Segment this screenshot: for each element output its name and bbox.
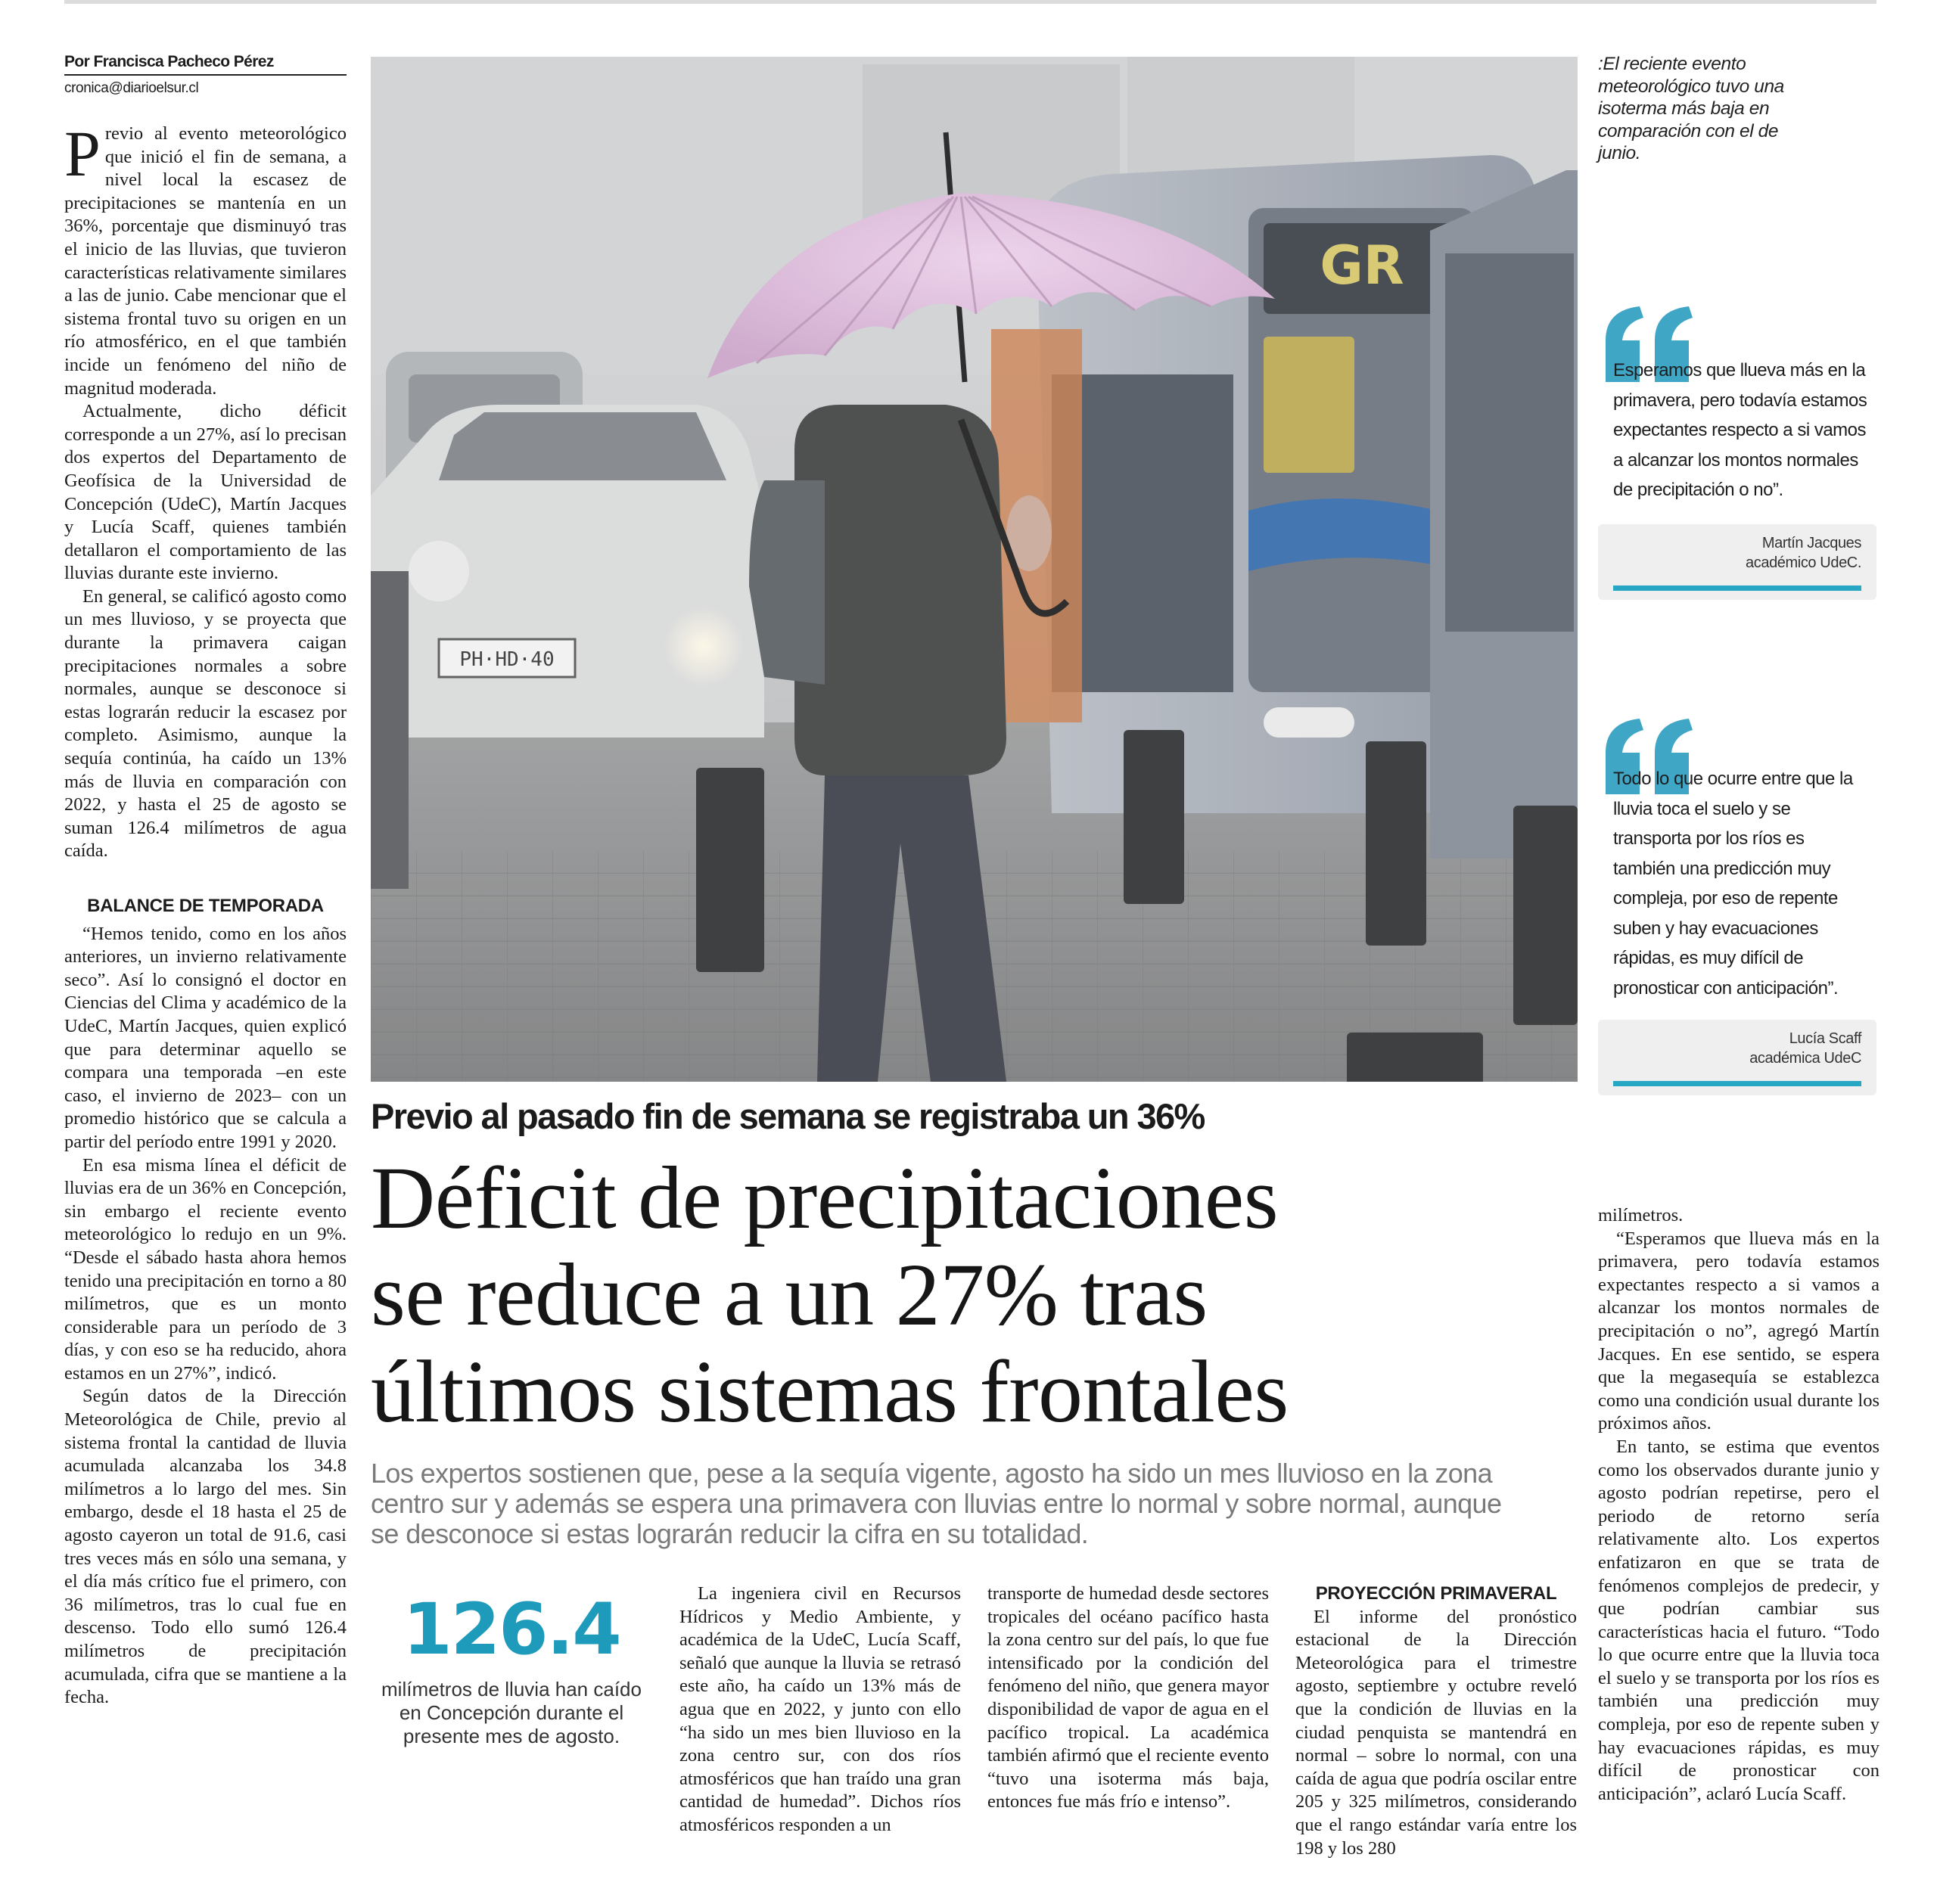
bus-sign: GR <box>1320 235 1404 297</box>
article-column-4 <box>987 1583 1269 1814</box>
quote-author: Lucía Scaff <box>1789 1030 1861 1047</box>
quote-attribution <box>1598 1020 1876 1095</box>
drop-cap: P <box>64 117 101 190</box>
headline-line: se reduce a un 27% tras <box>371 1245 1208 1344</box>
quote-author: Martín Jacques <box>1761 535 1861 551</box>
paragraph: En general, se calificó agosto como un mes lluvioso, y se proyecta que durante la primavera caigan precipitaciones normales a sobre normales, aunque se desconoce si estas lograrán reducir la escasez por completo. Asimismo, aunque la sequía continúa, ha caído un 13% más de lluvia en comparación con 2022, y hasta el 25 de agosto se suman 126.4 milímetros de agua caída. <box>64 585 347 862</box>
attribution-bar <box>1613 585 1861 591</box>
byline-email[interactable]: cronica@diarioelsur.cl <box>64 80 199 96</box>
stat-value: 126.4 <box>403 1589 620 1671</box>
paragraph: En tanto, se estima que eventos como los observados durante junio y agosto podrían repetirse, pero el periodo de retorno sería relativamente alto. Los expertos enfatizaron en que se trata de fenómenos complejos de predecir, y que podrían cambiar sus características hacia el futuro. “Todo lo que ocurre entre que la lluvia toca el suelo y se transporta por los ríos es también una predicción muy compleja, por eso de repente suben y hay evacuaciones rápidas, es muy difícil de pronosticar con anticipación”, aclaró Lucía Scaff. <box>1598 1436 1879 1804</box>
quote-author-role: académico UdeC. <box>1746 554 1861 571</box>
paragraph: En esa misma línea el déficit de lluvias era de un 36% en Concepción, sin embargo el reciente evento meteorológico lo redujo en un 9%. “Desde el sábado hasta ahora hemos tenido una precipitación en torno a 80 milímetros, que es un monto considerable para un período de 3 días, y con eso se ha reducido, ahora estamos en un 27%”, indicó. <box>64 1154 347 1384</box>
paragraph: La ingeniera civil en Recursos Hídricos y Medio Ambiente, y académica de la UdeC, Lucía Scaff, señaló que aunque la lluvia se retrasó este año, ha caído un 13% más de agua que en 2022, y junto con ello “ha sido un mes bien lluvioso en la zona centro sur, con dos ríos atmosféricos que han traído una gran cantidad de humedad”. Dichos ríos atmosféricos responden a un <box>679 1583 961 1835</box>
pull-quote-jacques <box>1598 306 1876 601</box>
headline-line: Déficit de precipitaciones <box>371 1148 1279 1247</box>
byline-author: Por Francisca Pacheco Pérez <box>64 53 347 76</box>
pull-quote-scaff <box>1598 719 1876 1104</box>
lead-paragraph: Previo al evento meteorológico que inició el fin de semana, a nivel local la escasez de precipitaciones se mantenía en un 36%, porcentaje que disminuyó tras el inicio de las lluvias, que tuvieron características relativamente similares a las de junio. Cabe mencionar que el sistema frontal tuvo su origen en un río atmosférico, en el que también incide un fenómeno del niño de magnitud moderada. <box>64 117 347 399</box>
kicker: Previo al pasado fin de semana se registraba un 36% <box>371 1096 1205 1136</box>
attribution-bar <box>1613 1081 1861 1086</box>
top-rule <box>64 0 1876 4</box>
article-column-3 <box>679 1583 961 1837</box>
quote-attribution <box>1598 524 1876 600</box>
quote-text: Esperamos que llueva más en la primavera, pero todavía estamos expectantes respecto a si vamos a alcanzar los montos normales de precipitación o no”. <box>1613 360 1867 500</box>
quote-text: Todo lo que ocurre entre que la lluvia toca el suelo y se transporta por los ríos es también una predicción muy compleja, por eso de repente suben y hay evacuaciones rápidas, es muy difícil de pronosticar con anticipación”. <box>1613 769 1853 999</box>
article-column-6 <box>1598 1204 1879 1806</box>
rain-photo <box>371 57 1578 1082</box>
paragraph: milímetros. <box>1598 1205 1684 1225</box>
paragraph: Según datos de la Dirección Meteorológica de Chile, previo al sistema frontal la cantidad de lluvia acumulada alcanzaba los 34.8 milímetros a lo largo del mes. Sin embargo, desde el 18 hasta el 25 de agosto cayeron un total de 91.6, casi tres veces más en sólo una semana, y el día más crítico fue el primero, con 36 milímetros, tras lo cual fue en descenso. Todo ello sumó 126.4 milímetros de precipitación acumulada, cifra que se mantiene a la fecha. <box>64 1386 347 1708</box>
paragraph: “Esperamos que llueva más en la primavera, pero todavía estamos expectantes respecto a si vamos a alcanzar los montos normales de precipitación o no”, agregó Martín Jacques. En ese sentido, se espera que la megasequía se establezca como una condición usual durante los próximos años. <box>1598 1228 1879 1434</box>
standfirst: Los expertos sostienen que, pese a la sequía vigente, agosto ha sido un mes lluvioso en la zona centro sur y además se espera una primavera con lluvias entre lo normal y sobre normal, aunque se desconoce si estas lograrán reducir la cifra en su totalidad. <box>371 1458 1502 1549</box>
section-heading-balance: BALANCE DE TEMPORADA <box>87 896 324 916</box>
section-heading-proyeccion: PROYECCIÓN PRIMAVERAL <box>1315 1583 1557 1604</box>
quote-author-role: académica UdeC <box>1749 1050 1861 1067</box>
byline <box>64 53 347 97</box>
license-plate: PH·HD·40 <box>459 648 555 671</box>
paragraph: “Hemos tenido, como en los años anteriores, un invierno relativamente seco”. Así lo consignó el doctor en Ciencias del Clima y académico de la UdeC, Martín Jacques, quien explicó que para determinar aquello se compara una temporada –en este caso, el invierno de 2023– con un promedio histórico que se calcula a partir del período entre 1991 y 2020. <box>64 923 347 1152</box>
paragraph: Actualmente, dicho déficit corresponde a un 27%, así lo precisan dos expertos del Departamento de Geofísica de la Universidad de Concepción (UdeC), Martín Jacques y Lucía Scaff, quienes también detallaron el comportamiento de las lluvias durante este invierno. <box>64 401 347 584</box>
headline <box>371 1150 1619 1440</box>
stat-label: milímetros de lluvia han caído en Concepción durante el presente mes de agosto. <box>381 1678 642 1747</box>
paragraph: transporte de humedad desde sectores tropicales del océano pacífico hasta la zona centro sur del país, lo que fue intensificado por la condición del fenómeno del niño, que genera mayor disponibilidad de vapor de agua en el pacífico tropical. La académica también afirmó que el reciente evento “tuvo una isoterma más baja, entonces fue más frío e intenso”. <box>987 1583 1269 1812</box>
article-column-1 <box>64 117 347 1710</box>
paragraph: El informe del pronóstico estacional de la Dirección Meteorológica para el trimestre agosto, septiembre y octubre reveló que la condición de lluvias en la ciudad penquista se mantendrá en normal – sobre lo normal, con una caída de agua que podría oscilar entre 205 y 325 milímetros, considerando que el rango estándar varía entre los 198 y los 280 <box>1295 1606 1577 1859</box>
photo-caption: :El reciente evento meteorológico tuvo una isoterma más baja en comparación con el de junio. <box>1598 54 1784 163</box>
headline-line: últimos sistemas frontales <box>371 1342 1289 1441</box>
article-column-5 <box>1295 1583 1577 1860</box>
